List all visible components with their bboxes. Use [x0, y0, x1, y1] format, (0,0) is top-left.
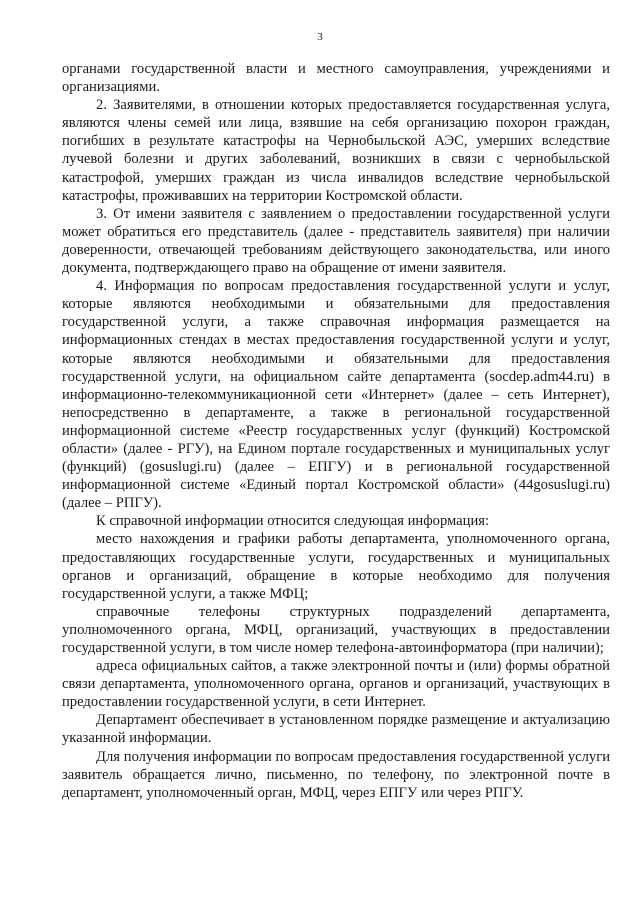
paragraph-phones: справочные телефоны структурных подразделений департамента, уполномоченного органа, МФЦ, организаций, участвующих в предоставлении государственной услуги, в том числе номер телефона-автоинформатора (при наличии); [62, 603, 610, 656]
paragraph-location: место нахождения и графики работы департамента, уполномоченного органа, предоставляющих государственные услуги, государственных и муниципальных органов и организаций, обращение в которые необходимо для получения государственной услуги, а также МФЦ; [62, 531, 610, 602]
paragraph-information: 4. Информация по вопросам предоставления государственной услуги и услуг, которые являются необходимыми и обязательными для предоставления государственной услуги, а также справочная информация размещается на информационных стендах в местах предоставления государственной услуги и услуг, которые являются необходимыми и обязательными для предоставления государственной услуги, на официальном сайте департамента (socdep.adm44.ru) в информационно-телекоммуникационной сети «Интернет» (далее – сеть Интернет), непосредственно в департаменте, а также в региональной государственной информационной системе «Реестр государственных услуг (функций) Костромской области» (далее - РГУ), на Едином портале государственных и муниципальных услуг (функций) (gosuslugi.ru) (далее – ЕПГУ) и в региональной государственной информационной системе «Единый портал Костромской области» (44gosuslugi.ru) (далее – РПГУ). [62, 278, 610, 512]
paragraph-websites: адреса официальных сайтов, а также электронной почты и (или) формы обратной связи департамента, уполномоченного органа, органов и организаций, участвующих в предоставлении государственной услуги, в сети Интернет. [62, 658, 610, 711]
document-body [62, 60, 610, 802]
paragraph-representative: 3. От имени заявителя с заявлением о предоставлении государственной услуги может обратиться его представитель (далее - представитель заявителя) при наличии доверенности, отвечающей требованиям действующего законодательства, или иного документа, подтверждающего право на обращение от имени заявителя. [62, 205, 610, 277]
paragraph-how-to-obtain: Для получения информации по вопросам предоставления государственной услуги заявитель обращается лично, письменно, по телефону, по электронной почте в департамент, уполномоченный орган, МФЦ, через ЕПГУ или через РПГУ. [62, 748, 610, 801]
paragraph-applicants: 2. Заявителями, в отношении которых предоставляется государственная услуга, являются члены семей или лица, взявшие на себя организацию похорон граждан, погибших в результате катастрофы на Чернобыльской АЭС, умерших вследствие лучевой болезни и других заболеваний, возникших в связи с чернобыльской катастрофой, умерших граждан из числа инвалидов вследствие чернобыльской катастрофы, проживавших на территории Костромской области. [62, 97, 610, 204]
paragraph-continuation: органами государственной власти и местного самоуправления, учреждениями и организациями. [62, 61, 610, 96]
paragraph-reference-intro: К справочной информации относится следующая информация: [96, 513, 490, 530]
paragraph-department-duty: Департамент обеспечивает в установленном порядке размещение и актуализацию указанной информации. [62, 712, 610, 747]
page-number: 3 [317, 31, 323, 43]
